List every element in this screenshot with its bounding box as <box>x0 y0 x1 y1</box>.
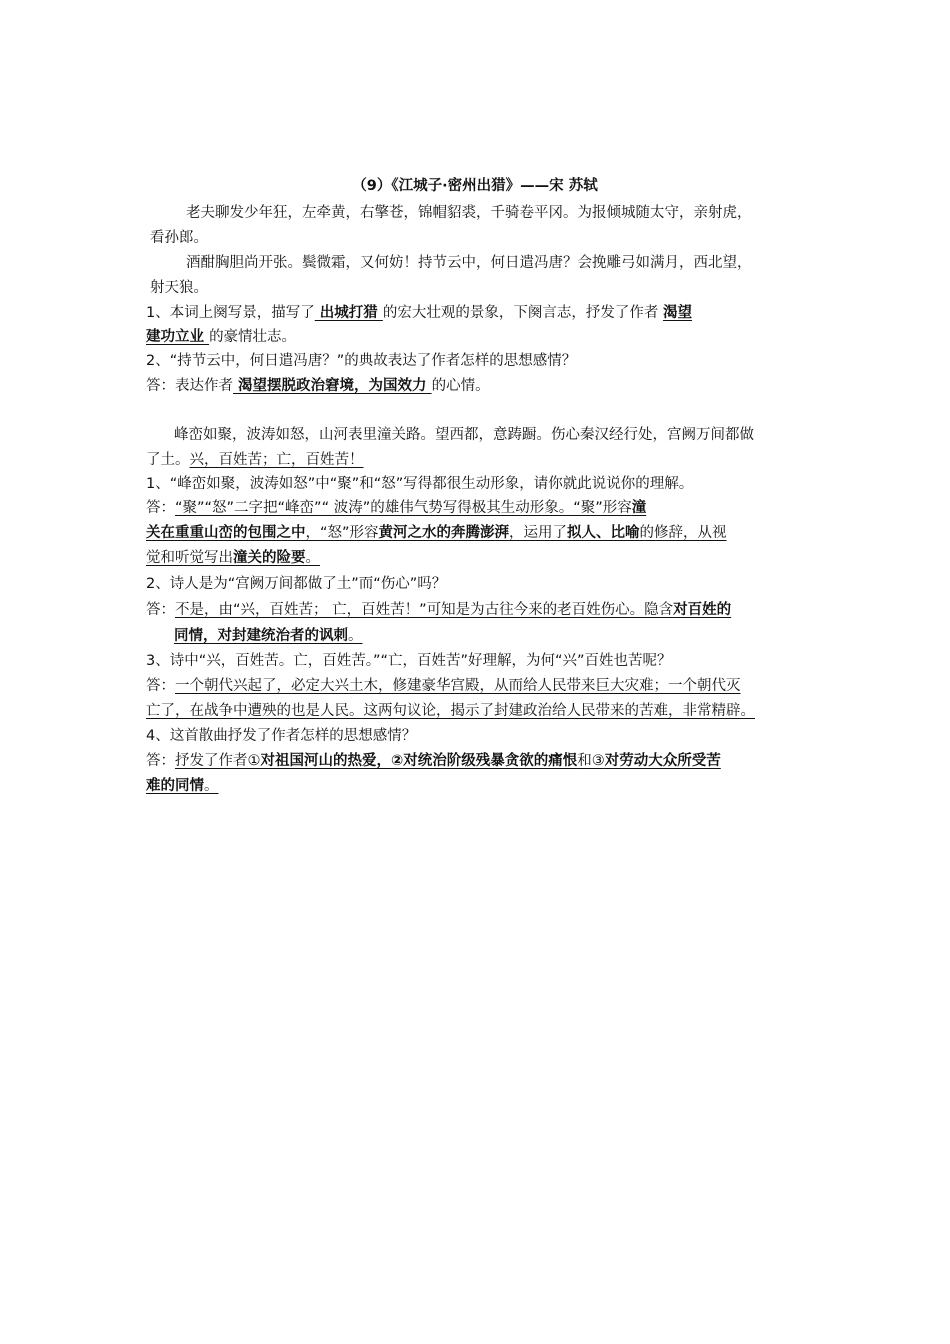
s2-answer-1 <box>146 498 826 518</box>
s2-a1-text-f: 。 <box>305 550 320 566</box>
poem2-line-1: 峰峦如聚，波涛如怒，山河表里潼关路。望西都，意踌蹰。伤心秦汉经行处，宫阙万间都做 <box>174 427 754 443</box>
s2-answer-1-cont <box>146 523 826 543</box>
s2-a1-bold-e: 潼关的险要 <box>233 550 306 566</box>
s1-q1-answer-2a: 渴望 <box>662 305 692 321</box>
s2-a1-text-e: 觉和听觉写出 <box>146 550 233 566</box>
s2-question-2: 2、诗人是为“宫阙万间都做了土”而“伤心”吗？ <box>146 576 447 592</box>
s2-a2-bold-a: 对百姓的 <box>673 602 732 618</box>
s2-a1-text-b: ，“怒”形容 <box>305 525 379 541</box>
poem2-l2-underlined: 兴，百姓苦；亡，百姓苦！ <box>189 452 364 468</box>
s2-a2-text-b: 。 <box>348 628 363 644</box>
s2-a4-text-c: 。 <box>204 778 219 794</box>
s2-a1-text-a: “聚”“怒”二字把“峰峦”“ 波涛”的雄伟气势写得极其生动形象。“聚”形容 <box>175 500 632 516</box>
s1-a2-answer: 渴望摆脱政治窘境，为国效力 <box>233 378 432 394</box>
s2-a1-bold-c: 黄河之水的奔腾澎湃 <box>378 525 510 541</box>
s1-q1-text-a: 1、本词上阕写景，描写了 <box>146 305 315 321</box>
s2-a1-bold-a: 潼 <box>631 500 647 516</box>
s1-q1-text-b: 的宏大壮观的景象，下阕言志，抒发了作者 <box>382 305 663 321</box>
poem1-line-4: 射天狼。 <box>150 280 208 296</box>
s2-answer-4 <box>146 751 826 771</box>
s2-a4-bold-a: 对祖国河山的热爱，②对统治阶级残暴贪欲的痛恨 <box>260 753 578 769</box>
s2-a1-label: 答： <box>146 500 175 516</box>
s2-a3-text-a: 一个朝代兴起了，必定大兴土木，修建豪华宫殿，从而给人民带来巨大灾难；一个朝代灭 <box>175 678 741 694</box>
s1-a2-text-b: 的心情。 <box>431 378 490 394</box>
s2-a4-text-a: 抒发了作者① <box>175 753 261 769</box>
s2-a1-text-c: ，运用了 <box>509 525 568 541</box>
s1-q1-answer-2b: 建功立业 <box>146 329 210 345</box>
s2-a4-bold-b: 对劳动大众所受苦 <box>604 753 721 769</box>
s1-q1-text-c: 的豪情壮志。 <box>209 329 297 345</box>
s1-question-1 <box>146 303 826 323</box>
s2-answer-2-cont <box>174 626 826 646</box>
s1-question-2: 2、“持节云中，何日遣冯唐？”的典故表达了作者怎样的思想感情？ <box>146 353 577 369</box>
poem2-l2-text: 了土。 <box>146 452 190 468</box>
s2-a4-label: 答： <box>146 753 175 769</box>
s2-a1-bold-b: 关在重重山峦的包围之中 <box>146 525 306 541</box>
s2-answer-1-end <box>146 548 826 568</box>
s2-question-4: 4、这首散曲抒发了作者怎样的思想感情？ <box>146 728 417 744</box>
s2-answer-2 <box>146 600 826 620</box>
s2-answer-3-cont <box>146 701 826 721</box>
s2-a2-label: 答： <box>146 602 175 618</box>
s1-question-1-cont <box>146 327 826 347</box>
poem1-line-2: 看孙郎。 <box>150 230 208 246</box>
poem1-line-1: 老夫聊发少年狂，左牵黄，右擎苍，锦帽貂裘，千骑卷平冈。为报倾城随太守，亲射虎， <box>186 205 752 221</box>
s2-a4-bold-c: 难的同情 <box>146 778 204 794</box>
s2-a3-label: 答： <box>146 678 175 694</box>
s2-answer-3 <box>146 676 826 696</box>
s2-a2-text-a: 不是，由“兴，百姓苦； 亡，百姓苦！”可知是为古往今来的老百姓伤心。隐含 <box>175 602 674 618</box>
s2-answer-4-cont <box>146 776 826 796</box>
poem2-line-2 <box>146 450 826 470</box>
s1-answer-2 <box>146 376 826 396</box>
s1-a2-text-a: 答：表达作者 <box>146 378 233 394</box>
s2-question-1: 1、“峰峦如聚，波涛如怒”中“聚”和“怒”写得都很生动形象，请你就此说说你的理解。 <box>146 476 694 492</box>
s2-question-3: 3、诗中“兴，百姓苦。亡，百姓苦。”“亡，百姓苦”好理解，为何“兴”百姓也苦呢？ <box>146 653 672 669</box>
s2-a2-bold-b: 同情，对封建统治者的讽刺 <box>174 628 348 644</box>
poem1-line-3: 酒酣胸胆尚开张。鬓微霜，又何妨！持节云中，何日遣冯唐？会挽雕弓如满月，西北望， <box>186 255 752 271</box>
s2-a1-text-d: 的修辞，从视 <box>639 525 727 541</box>
s2-a1-bold-d: 拟人、比喻 <box>567 525 640 541</box>
poem-title: （9）《江城子·密州出猎》——宋 苏轼 <box>352 178 598 194</box>
s2-a4-text-b: 和③ <box>577 753 605 769</box>
s2-a3-text-b: 亡了，在战争中遭殃的也是人民。这两句议论，揭示了封建政治给人民带来的苦难，非常精辟。 <box>146 703 755 719</box>
s1-q1-answer-1: 出城打猎 <box>314 305 383 321</box>
